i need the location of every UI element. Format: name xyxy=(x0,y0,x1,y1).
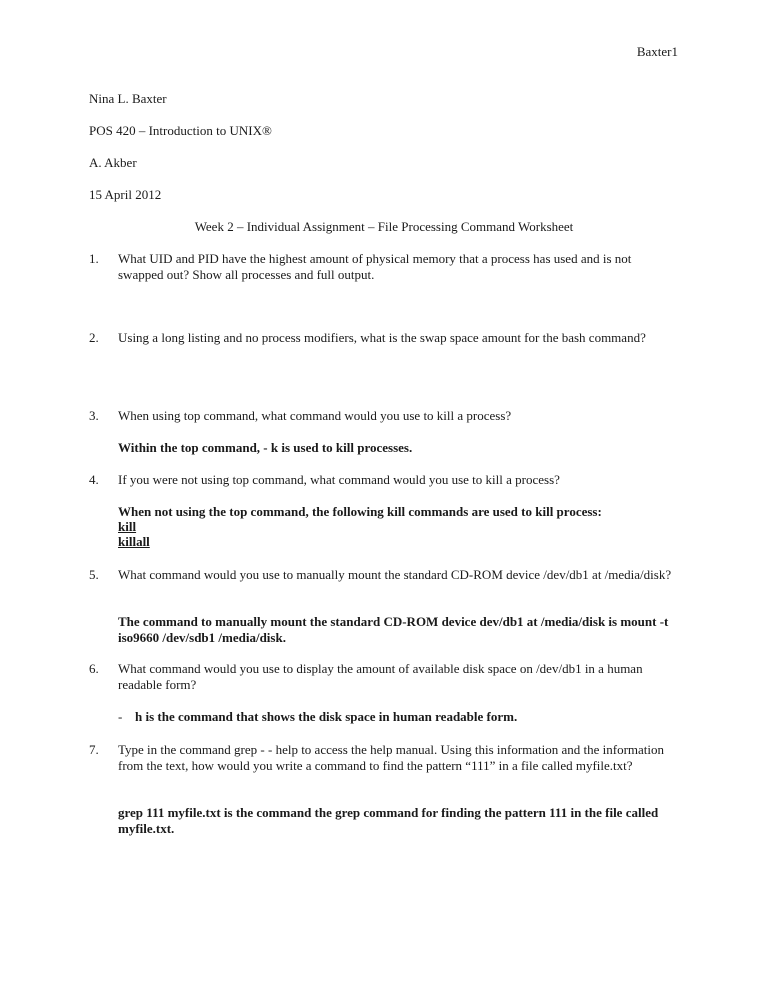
answer-body: h is the command that shows the disk space in human readable form. xyxy=(135,709,518,724)
question-text: If you were not using top command, what command would you use to kill a process? xyxy=(118,472,560,487)
answer-text: The command to manually mount the standard CD-ROM device dev/db1 at /media/disk is mount -t iso9660 /dev/sdb1 /media/disk. xyxy=(118,614,669,645)
instructor-name: A. Akber xyxy=(89,155,137,170)
answer-item-killall: killall xyxy=(118,534,150,549)
question-number: 4. xyxy=(89,472,99,487)
answer-text: Within the top command, - k is used to kill processes. xyxy=(118,440,413,455)
answer-text: When not using the top command, the following kill commands are used to kill process: xyxy=(118,504,602,519)
answer-text xyxy=(118,709,678,725)
question-text: What command would you use to manually mount the standard CD-ROM device /dev/db1 at /media/disk? xyxy=(118,567,672,582)
question-text: What UID and PID have the highest amount of physical memory that a process has used and is not swapped out? Show all processes and full output. xyxy=(118,251,632,282)
question-text: What command would you use to display the amount of available disk space on /dev/db1 in a human readable form? xyxy=(118,661,643,692)
question-number: 1. xyxy=(89,251,99,266)
author-name: Nina L. Baxter xyxy=(89,91,167,106)
question-text: When using top command, what command would you use to kill a process? xyxy=(118,408,512,423)
answer-text: grep 111 myfile.txt is the command the grep command for finding the pattern 111 in the file called myfile.txt. xyxy=(118,805,659,836)
question-number: 6. xyxy=(89,661,99,676)
document-date: 15 April 2012 xyxy=(89,187,162,202)
question-number: 7. xyxy=(89,742,99,757)
document-title: Week 2 – Individual Assignment – File Processing Command Worksheet xyxy=(194,219,574,234)
question-text: Type in the command grep - - help to access the help manual. Using this information and the information from the text, how would you write a command to find the pattern “111” in a file called myfile.txt? xyxy=(118,742,665,773)
question-number: 5. xyxy=(89,567,99,582)
answer-item-kill: kill xyxy=(118,519,137,534)
question-text: Using a long listing and no process modifiers, what is the swap space amount for the bash command? xyxy=(118,330,646,345)
page-header-label: Baxter1 xyxy=(636,44,678,59)
question-number: 3. xyxy=(89,408,99,423)
course-name: POS 420 – Introduction to UNIX® xyxy=(89,123,272,138)
question-number: 2. xyxy=(89,330,99,345)
answer-dash: - xyxy=(118,709,123,724)
